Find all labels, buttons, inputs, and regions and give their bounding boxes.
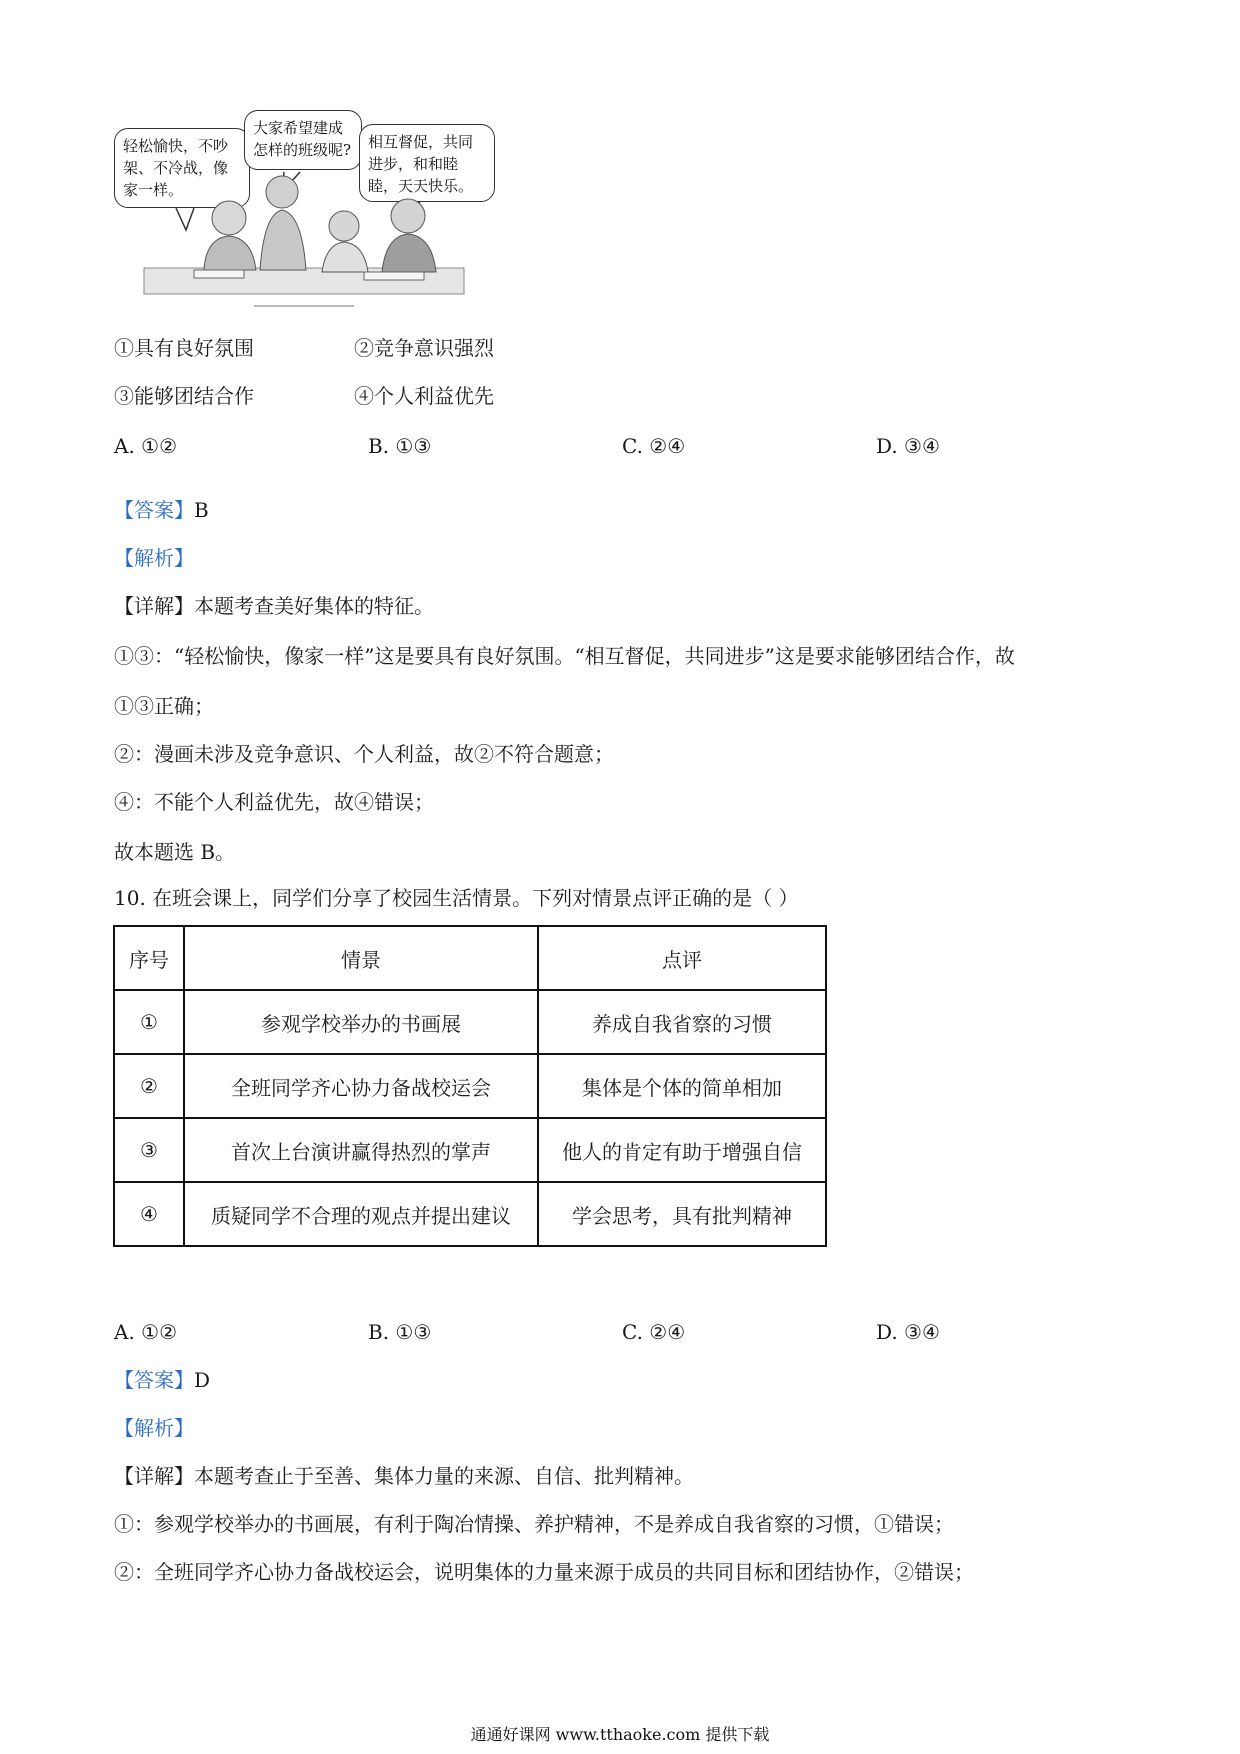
q10-analysis-line-2: ②：全班同学齐心协力备战校运会，说明集体的力量来源于成员的共同目标和团结协作，②错误；	[114, 1560, 974, 1584]
q9-detail	[114, 592, 434, 620]
q10-detail	[114, 1462, 694, 1490]
detail-text: 本题考查止于至善、集体力量的来源、自信、批判精神。	[194, 1464, 694, 1488]
q9-option-b: B. ①③	[368, 434, 432, 458]
q9-item-4: ④个人利益优先	[354, 384, 494, 408]
q9-option-c: C. ②④	[622, 434, 686, 458]
q10-option-c: C. ②④	[622, 1320, 686, 1344]
q10-option-b: B. ①③	[368, 1320, 432, 1344]
table-header-row	[114, 926, 826, 990]
q9-item-1: ①具有良好氛围	[114, 336, 254, 360]
comic-illustration	[114, 110, 494, 310]
detail-tag: 【详解】	[114, 1464, 194, 1488]
q9-option-a: A. ①②	[114, 434, 178, 458]
students-drawing	[114, 110, 494, 310]
q9-analysis-line-5: 故本题选 B。	[114, 840, 236, 864]
answer-value: D	[194, 1368, 211, 1392]
speech-bubble-middle: 大家希望建成怎样的班级呢?	[244, 110, 362, 170]
header-comment: 点评	[538, 926, 826, 990]
row-comment: 学会思考，具有批判精神	[538, 1182, 826, 1246]
row-situation: 首次上台演讲赢得热烈的掌声	[184, 1118, 538, 1182]
header-situation: 情景	[184, 926, 538, 990]
detail-tag: 【详解】	[114, 594, 194, 618]
q10-option-d: D. ③④	[876, 1320, 940, 1344]
q10-option-a: A. ①②	[114, 1320, 178, 1344]
q9-item-2: ②竞争意识强烈	[354, 336, 494, 360]
header-index: 序号	[114, 926, 184, 990]
table-row	[114, 1118, 826, 1182]
q10-answer	[114, 1366, 210, 1394]
q10-analysis-tag: 【解析】	[114, 1416, 194, 1440]
row-index: ②	[114, 1054, 184, 1118]
q9-analysis-tag: 【解析】	[114, 546, 194, 570]
row-comment: 他人的肯定有助于增强自信	[538, 1118, 826, 1182]
q9-item-3: ③能够团结合作	[114, 384, 254, 408]
answer-tag: 【答案】	[114, 498, 194, 522]
speech-bubble-right: 相互督促，共同进步，和和睦睦，天天快乐。	[359, 124, 495, 202]
q9-analysis-line-2: ①③正确；	[114, 694, 214, 718]
row-situation: 参观学校举办的书画展	[184, 990, 538, 1054]
detail-text: 本题考查美好集体的特征。	[194, 594, 434, 618]
answer-value: B	[194, 498, 209, 522]
row-index: ④	[114, 1182, 184, 1246]
situation-table	[113, 925, 827, 1247]
q10-analysis-line-1: ①：参观学校举办的书画展，有利于陶冶情操、养护精神，不是养成自我省察的习惯，①错误；	[114, 1512, 954, 1536]
row-comment: 集体是个体的简单相加	[538, 1054, 826, 1118]
row-situation: 全班同学齐心协力备战校运会	[184, 1054, 538, 1118]
row-index: ③	[114, 1118, 184, 1182]
page-footer: 通通好课网 www.tthaoke.com 提供下载	[470, 1725, 770, 1744]
answer-tag: 【答案】	[114, 1368, 194, 1392]
row-comment: 养成自我省察的习惯	[538, 990, 826, 1054]
speech-bubble-left: 轻松愉快，不吵架、不冷战，像家一样。	[114, 128, 250, 208]
q10-question: 10. 在班会课上，同学们分享了校园生活情景。下列对情景点评正确的是（ ）	[114, 886, 799, 910]
table-row	[114, 1182, 826, 1246]
row-situation: 质疑同学不合理的观点并提出建议	[184, 1182, 538, 1246]
q9-option-d: D. ③④	[876, 434, 940, 458]
table-row	[114, 990, 826, 1054]
row-index: ①	[114, 990, 184, 1054]
q9-answer	[114, 496, 209, 524]
q9-analysis-line-3: ②：漫画未涉及竞争意识、个人利益，故②不符合题意；	[114, 742, 614, 766]
table-row	[114, 1054, 826, 1118]
q9-analysis-line-1: ①③：“轻松愉快，像家一样”这是要具有良好氛围。“相互督促，共同进步”这是要求能够团结合作，故	[114, 644, 1015, 668]
q9-analysis-line-4: ④：不能个人利益优先，故④错误；	[114, 790, 434, 814]
